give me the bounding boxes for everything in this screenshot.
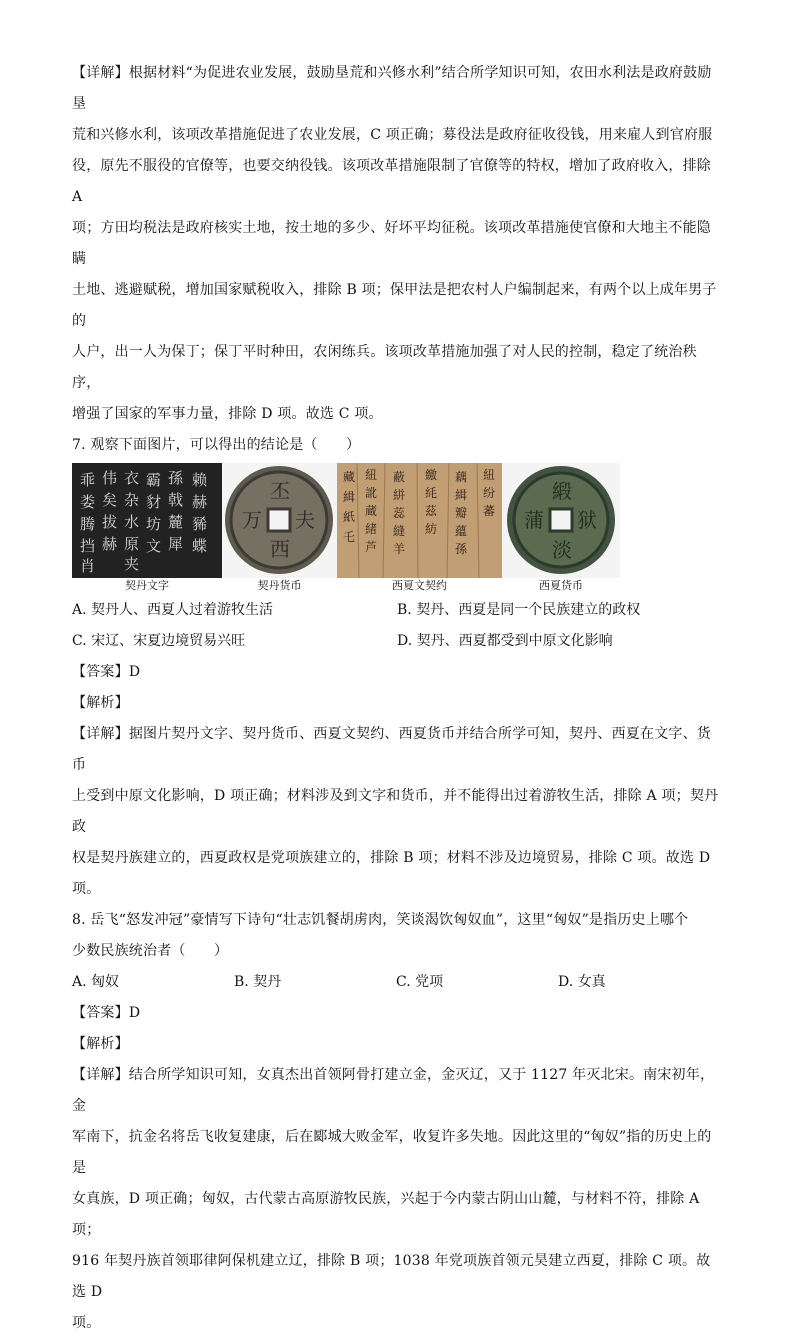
option-a: A. 匈奴 [72,974,120,990]
svg-text:坊: 坊 [146,515,162,533]
svg-text:絣: 絣 [393,488,406,502]
q6-detail-line: 役，原先不服役的官僚等，也要交纳役钱。该项改革措施限制了官僚等的特权，增加了政府收入，排除 A [72,158,711,205]
khitan-coin-image [222,463,337,578]
svg-text:豨: 豨 [192,515,208,533]
svg-text:西: 西 [270,537,290,561]
svg-text:拔: 拔 [102,513,118,531]
q8-answer [72,998,722,1029]
detail-tag: 【详解】 [72,65,129,81]
svg-text:纷: 纷 [483,486,496,500]
q8-stem-line: 少数民族统治者（ ） [72,943,229,959]
svg-text:紡: 紡 [425,522,438,536]
q8-detail-line: 项。 [72,1315,101,1331]
svg-text:矣: 矣 [102,491,118,509]
q8-detail-line: 军南下，抗金名将岳飞收复建康，后在郾城大败金军，收复许多失地。因此这里的“匈奴”指的历史上的是 [72,1129,712,1176]
svg-text:瓣: 瓣 [455,506,468,520]
figure-caption: 西夏文契约 [392,579,447,592]
svg-text:紐: 紐 [483,468,496,482]
figure-xixia-contract [337,463,502,593]
q7-detail-line: 【详解】据图片契丹文字、契丹货币、西夏文契约、西夏货币并结合所学可知，契丹、西夏在文字、货币 [72,726,712,773]
q6-detail-line: 人户，出一人为保丁；保丁平时种田，农闲练兵。该项改革措施加强了对人民的控制，稳定了统治秩序， [72,344,697,391]
answer-value: D [128,1005,141,1021]
svg-text:蕊: 蕊 [393,506,406,520]
svg-text:繳: 繳 [425,468,438,482]
svg-text:文: 文 [146,537,162,555]
q7-figure-row [72,463,722,593]
svg-text:万: 万 [242,508,262,532]
svg-text:伟: 伟 [102,469,118,487]
q7-detail-line: 权是契丹族建立的，西夏政权是党项族建立的，排除 B 项；材料不涉及边境贸易，排除 C 项。故选 D [72,850,711,866]
svg-text:赫: 赫 [102,535,118,553]
document-page [72,58,722,1339]
svg-text:緝: 緝 [455,488,468,502]
q6-detail-line: 项；方田均税法是政府核实土地，按土地的多少、好坏平均征税。该项改革措施使官僚和大地主不能隐瞒 [72,220,711,267]
svg-text:赖: 赖 [192,471,208,489]
svg-text:孫: 孫 [168,469,184,487]
svg-text:紐: 紐 [365,468,378,482]
svg-text:夹: 夹 [124,555,140,573]
detail-tag: 【详解】 [72,726,129,742]
option-d: D. 女真 [558,974,606,990]
q7-stem: 7. 观察下面图片，可以得出的结论是（ ） [72,437,361,453]
figure-caption: 契丹货币 [257,579,302,592]
svg-text:茲: 茲 [425,504,438,518]
svg-text:霸: 霸 [146,471,162,489]
option-b: B. 契丹、西夏是同一个民族建立的政权 [397,602,641,618]
svg-text:蝶: 蝶 [192,537,208,555]
answer-value: D [128,664,141,680]
q7-options-row-2 [72,626,722,657]
option-a: A. 契丹人、西夏人过着游牧生活 [72,602,274,618]
svg-text:豺: 豺 [146,493,162,511]
q8-stem-line: 8. 岳飞“怒发冲冠”豪情写下诗句“壮志饥餐胡虏肉，笑谈渴饮匈奴血”，这里“匈奴”是指历史上哪个 [72,912,689,928]
answer-tag: 【答案】 [72,664,129,680]
q6-detail-line: 【详解】根据材料“为促进农业发展，鼓励垦荒和兴修水利”结合所学知识可知，农田水利法是政府鼓励垦 [72,65,712,112]
figure-khitan-script [72,463,222,593]
q8-options-row [72,967,722,998]
svg-text:緝: 緝 [343,490,356,504]
svg-text:訛: 訛 [365,486,378,500]
svg-text:赫: 赫 [192,493,208,511]
xixia-coin-image [502,463,620,578]
figure-caption: 契丹文字 [125,579,169,592]
svg-text:原: 原 [124,535,140,553]
option-d: D. 契丹、西夏都受到中原文化影响 [397,633,613,649]
figure-khitan-coin [222,463,337,593]
svg-text:水: 水 [124,513,140,531]
xixia-contract-image [337,463,502,578]
q7-options-row-1 [72,595,722,626]
svg-text:犀: 犀 [168,535,184,553]
svg-text:夫: 夫 [295,508,315,532]
answer-tag: 【答案】 [72,1005,129,1021]
figure-xixia-coin [502,463,620,593]
q7-detail-line: 项。 [72,881,101,897]
q6-detail-line: 增强了国家的军事力量，排除 D 项。故选 C 项。 [72,406,383,422]
q7-answer [72,657,722,688]
svg-text:麓: 麓 [168,513,184,531]
svg-text:乖: 乖 [80,471,96,489]
svg-text:挡: 挡 [80,537,96,555]
svg-text:腾: 腾 [80,515,96,533]
svg-text:緒: 緒 [365,522,378,536]
svg-text:䋃: 䋃 [425,486,438,500]
svg-text:孫: 孫 [455,542,468,556]
option-b: B. 契丹 [234,974,282,990]
svg-text:狱: 狱 [577,508,597,532]
svg-text:紙: 紙 [343,510,356,524]
q8-detail-line: 女真族，D 项正确；匈奴，古代蒙古高原游牧民族，兴起于今内蒙古阴山山麓，与材料不符，排除 A 项； [72,1191,700,1238]
svg-text:蕃: 蕃 [483,504,496,518]
svg-text:杂: 杂 [124,491,140,509]
svg-text:芦: 芦 [365,540,378,554]
option-c: C. 党项 [396,974,444,990]
svg-text:肖: 肖 [80,557,96,575]
svg-text:藏: 藏 [343,470,356,484]
svg-text:緞: 緞 [552,479,572,503]
svg-text:縫: 縫 [393,524,406,538]
detail-tag: 【详解】 [72,1067,129,1083]
q6-detail-line: 荒和兴修水利，该项改革措施促进了农业发展，C 项正确；募役法是政府征收役钱，用来雇人到官府服 [72,127,713,143]
svg-text:娄: 娄 [80,493,96,511]
q8-detail-line: 916 年契丹族首领耶律阿保机建立辽，排除 B 项；1038 年党项族首领元昊建立西夏，排除 C 项。故选 D [72,1253,711,1300]
option-c: C. 宋辽、宋夏边境贸易兴旺 [72,633,246,649]
figure-caption: 西夏货币 [539,579,583,592]
svg-text:藕: 藕 [455,470,468,484]
q7-analysis-tag: 【解析】 [72,695,129,711]
q8-analysis-tag: 【解析】 [72,1036,129,1052]
svg-text:乇: 乇 [343,530,356,544]
q6-detail-line: 土地、逃避赋税，增加国家赋税收入，排除 B 项；保甲法是把农村人户编制起来，有两个以上成年男子的 [72,282,717,329]
svg-text:蔵: 蔵 [365,504,378,518]
svg-text:蔽: 蔽 [393,470,406,484]
svg-text:蒲: 蒲 [524,508,544,532]
khitan-script-rubbing-image [72,463,222,578]
q8-detail-line: 【详解】结合所学知识可知，女真杰出首领阿骨打建立金，金灭辽，又于 1127 年灭北宋。南宋初年，金 [72,1067,715,1114]
q7-detail-line: 上受到中原文化影响，D 项正确；材料涉及到文字和货币，并不能得出过着游牧生活，排除 A 项；契丹政 [72,788,719,835]
svg-text:丕: 丕 [270,479,290,503]
svg-text:蘊: 蘊 [455,524,468,538]
svg-text:淡: 淡 [552,538,572,562]
svg-text:戟: 戟 [168,491,184,509]
svg-text:羊: 羊 [393,542,406,556]
svg-text:衣: 衣 [124,469,140,487]
